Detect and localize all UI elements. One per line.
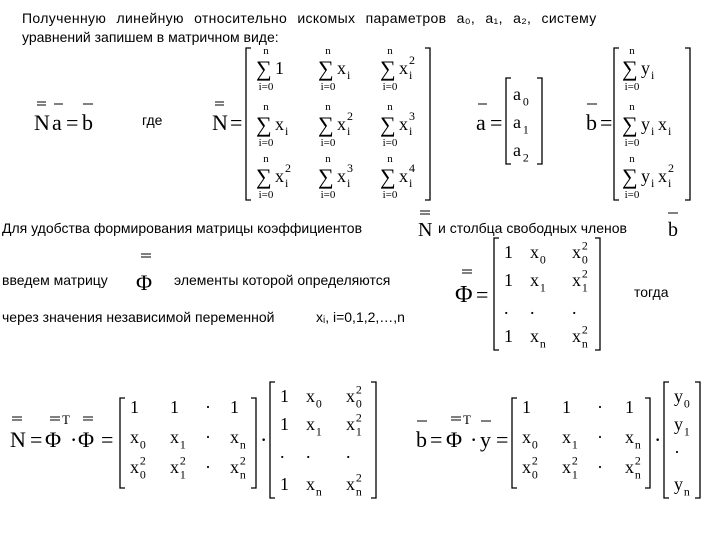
cell-sup: 2 xyxy=(355,410,362,425)
equals-sign: = xyxy=(496,427,509,452)
cell-sub: 0 xyxy=(139,437,146,452)
dot-operator: · xyxy=(260,427,268,452)
dot-operator: · xyxy=(70,427,78,452)
cell-sub: n xyxy=(634,437,641,452)
left-bracket xyxy=(246,48,251,200)
sum-term: x xyxy=(275,114,284,134)
cell-base: 1 xyxy=(522,397,531,417)
cell-sub: n xyxy=(315,484,322,499)
cell-base: x xyxy=(522,457,531,477)
right-bracket xyxy=(595,238,600,350)
sigma-symbol: ∑ xyxy=(256,164,272,189)
cell-base: · xyxy=(205,457,211,477)
cell-sub: n xyxy=(539,336,546,351)
sum-upper: n xyxy=(629,45,635,57)
N-final-symbol: N xyxy=(10,427,26,452)
sigma-symbol: ∑ xyxy=(380,164,396,189)
cell-sup: 2 xyxy=(239,453,246,468)
sum-term: x xyxy=(399,114,408,134)
cell-base: y xyxy=(674,414,683,434)
sigma-symbol: ∑ xyxy=(622,112,638,137)
sum-upper: n xyxy=(263,101,269,113)
sum-upper: n xyxy=(387,101,393,113)
cell-base: x xyxy=(230,457,239,477)
column-text: и столбца свободных членов xyxy=(438,220,627,236)
dot-operator: · xyxy=(654,427,662,452)
cell-base: y xyxy=(674,386,683,406)
sum-term: y xyxy=(641,166,650,186)
cell-base: x xyxy=(530,242,539,262)
term-sub: i xyxy=(409,68,413,82)
sum-term-tail: x xyxy=(658,114,667,134)
cell-base: x xyxy=(530,270,539,290)
cell-base: 1 xyxy=(170,397,179,417)
cell-base: · xyxy=(205,397,211,417)
sum-term: x xyxy=(337,166,346,186)
cell-sup: 2 xyxy=(634,453,641,468)
cell-base: x xyxy=(130,427,139,447)
left-bracket xyxy=(614,48,619,200)
sigma-symbol: ∑ xyxy=(256,56,272,81)
cell-sup: 2 xyxy=(355,470,362,485)
term-sup: 3 xyxy=(347,161,353,175)
left-bracket xyxy=(506,78,511,164)
sum-upper: n xyxy=(263,45,269,57)
cell-base: · xyxy=(597,397,603,417)
cell-base: 1 xyxy=(504,270,513,290)
introduce-text: введем матрицу xyxy=(2,272,108,288)
cell-base: · xyxy=(597,427,603,447)
cell-base: a xyxy=(513,112,521,132)
xi-range-text: xᵢ, i=0,1,2,…,n xyxy=(316,309,405,325)
intro-line-1: Полученную линейную относительно искомых параметров a₀, a₁, a₂, систему xyxy=(22,10,597,26)
cell-base: x xyxy=(530,326,539,346)
sigma-symbol: ∑ xyxy=(622,56,638,81)
sum-term: y xyxy=(641,114,650,134)
sum-term: 1 xyxy=(275,58,284,78)
sum-term-tail: x xyxy=(658,166,667,186)
sigma-symbol: ∑ xyxy=(318,164,334,189)
cell-base: x xyxy=(346,414,355,434)
cell-base: . xyxy=(530,298,535,318)
cell-sup: 2 xyxy=(139,453,146,468)
cell-base: x xyxy=(306,414,315,434)
cell-base: x xyxy=(562,427,571,447)
cell-base: 1 xyxy=(280,474,289,494)
cell-sub: 1 xyxy=(683,424,690,439)
cell-base: x xyxy=(230,427,239,447)
cell-sub: 0 xyxy=(581,252,588,267)
cell-sub: 1 xyxy=(539,280,546,295)
sum-lower: i=0 xyxy=(624,81,640,93)
cell-base: 1 xyxy=(562,397,571,417)
cell-sub: 1 xyxy=(179,467,186,482)
cell-base: x xyxy=(306,386,315,406)
cell-base: x xyxy=(130,457,139,477)
b-def-symbol: b xyxy=(586,110,597,135)
sum-lower: i=0 xyxy=(382,81,398,93)
cell-base: a xyxy=(513,140,521,160)
tail-sub: i xyxy=(668,176,672,190)
right-bracket xyxy=(645,398,650,488)
Phi-symbol: Φ xyxy=(78,427,95,452)
right-bracket xyxy=(251,398,256,488)
cell-base: 1 xyxy=(230,397,239,417)
a-def-symbol: a xyxy=(476,110,486,135)
cell-base: x xyxy=(522,427,531,447)
cell-sub: 1 xyxy=(315,424,322,439)
right-bracket xyxy=(685,48,690,200)
cell-sub: 0 xyxy=(531,467,538,482)
sum-term: x xyxy=(337,58,346,78)
cell-base: x xyxy=(572,270,581,290)
cell-sub: n xyxy=(683,484,690,499)
cell-sub: 0 xyxy=(531,437,538,452)
cell-base: x xyxy=(170,427,179,447)
cell-base: · xyxy=(674,442,680,462)
term-sub: i xyxy=(409,176,413,190)
sum-lower: i=0 xyxy=(258,137,274,149)
left-bracket xyxy=(120,398,125,488)
dot-operator: · xyxy=(470,427,478,452)
tail-sub: i xyxy=(668,124,672,138)
right-bracket xyxy=(537,78,542,164)
right-bracket xyxy=(371,382,376,498)
cell-base: a xyxy=(513,84,521,104)
equals-sign: = xyxy=(101,427,114,452)
cell-sub: n xyxy=(581,336,588,351)
cell-sub: 0 xyxy=(522,94,529,109)
tail-sup: 2 xyxy=(668,161,674,175)
transpose-T-2: T xyxy=(463,412,471,427)
cell-sup: 2 xyxy=(581,266,588,281)
convenience-text: Для удобства формирования матрицы коэффициентов xyxy=(2,220,363,236)
sum-lower: i=0 xyxy=(258,189,274,201)
term-sup: 2 xyxy=(409,53,415,67)
sigma-symbol: ∑ xyxy=(380,112,396,137)
cell-base: · xyxy=(205,427,211,447)
cell-base: x xyxy=(170,457,179,477)
term-sub: i xyxy=(651,124,655,138)
cell-sup: 2 xyxy=(531,453,538,468)
term-sub: i xyxy=(347,68,351,82)
N-symbol: N xyxy=(34,110,50,135)
cell-base: x xyxy=(572,242,581,262)
sum-upper: n xyxy=(263,153,269,165)
cell-base: . xyxy=(504,298,509,318)
sum-lower: i=0 xyxy=(624,137,640,149)
PhiT-symbol-2: Φ xyxy=(446,427,463,452)
cell-sub: 1 xyxy=(571,437,578,452)
cell-sub: n xyxy=(355,484,362,499)
b-final-symbol: b xyxy=(416,427,427,452)
cell-sub: 2 xyxy=(522,150,529,165)
sum-lower: i=0 xyxy=(382,137,398,149)
sum-upper: n xyxy=(325,153,331,165)
cell-base: y xyxy=(674,474,683,494)
equals-sign: = xyxy=(490,110,503,135)
cell-base: 1 xyxy=(280,414,289,434)
then-text: тогда xyxy=(634,284,669,300)
y-symbol: y xyxy=(480,427,491,452)
cell-sub: 0 xyxy=(139,467,146,482)
sum-lower: i=0 xyxy=(624,189,640,201)
sum-upper: n xyxy=(387,45,393,57)
cell-base: 1 xyxy=(280,386,289,406)
term-sub: i xyxy=(409,124,413,138)
cell-base: . xyxy=(572,298,577,318)
sum-lower: i=0 xyxy=(320,189,336,201)
PhiT-symbol: Φ xyxy=(45,427,62,452)
Phi-inline: Φ xyxy=(136,270,153,295)
cell-sub: n xyxy=(634,467,641,482)
left-bracket xyxy=(494,238,499,350)
cell-base: x xyxy=(625,427,634,447)
cell-sub: 1 xyxy=(522,122,529,137)
cell-base: x xyxy=(572,326,581,346)
cell-base: x xyxy=(625,457,634,477)
cell-sub: 0 xyxy=(315,396,322,411)
cell-sup: 2 xyxy=(355,382,362,397)
transpose-T: T xyxy=(62,412,70,427)
cell-base: . xyxy=(280,442,285,462)
where-label: где xyxy=(142,112,163,128)
sum-term: x xyxy=(399,58,408,78)
equals-sign: = xyxy=(476,282,489,307)
term-sub: i xyxy=(347,124,351,138)
cell-sup: 2 xyxy=(581,322,588,337)
cell-sub: 0 xyxy=(355,396,362,411)
term-sub: i xyxy=(651,68,655,82)
sigma-symbol: ∑ xyxy=(622,164,638,189)
cell-sub: 1 xyxy=(179,437,186,452)
through-text: через значения независимой переменной xyxy=(2,309,275,325)
term-sup: 4 xyxy=(409,161,415,175)
sum-lower: i=0 xyxy=(258,81,274,93)
sum-upper: n xyxy=(629,101,635,113)
cell-base: x xyxy=(346,386,355,406)
sum-term: x xyxy=(275,166,284,186)
sum-lower: i=0 xyxy=(320,81,336,93)
term-sub: i xyxy=(651,176,655,190)
sum-upper: n xyxy=(325,45,331,57)
term-sup: 2 xyxy=(347,109,353,123)
sigma-symbol: ∑ xyxy=(256,112,272,137)
sum-term: x xyxy=(337,114,346,134)
N-inline: N xyxy=(418,219,433,241)
sum-upper: n xyxy=(325,101,331,113)
cell-base: . xyxy=(306,442,311,462)
sum-upper: n xyxy=(387,153,393,165)
left-bracket xyxy=(270,382,275,498)
equals-sign: = xyxy=(600,110,613,135)
sigma-symbol: ∑ xyxy=(318,112,334,137)
term-sub: i xyxy=(347,176,351,190)
cell-base: x xyxy=(562,457,571,477)
cell-sub: 1 xyxy=(571,467,578,482)
right-bracket xyxy=(695,382,700,498)
intro-line-2: уравнений запишем в матричном виде: xyxy=(22,29,279,45)
cell-sup: 2 xyxy=(179,453,186,468)
elements-text: элементы которой определяются xyxy=(174,272,391,288)
cell-base: 1 xyxy=(504,242,513,262)
a-symbol: a xyxy=(52,110,62,135)
term-sub: i xyxy=(285,124,289,138)
cell-base: x xyxy=(346,474,355,494)
b-symbol: b xyxy=(82,110,93,135)
sum-lower: i=0 xyxy=(382,189,398,201)
cell-sup: 2 xyxy=(571,453,578,468)
equals-sign: = xyxy=(30,427,43,452)
cell-base: 1 xyxy=(130,397,139,417)
cell-sub: 0 xyxy=(683,396,690,411)
cell-sub: n xyxy=(239,467,246,482)
term-sub: i xyxy=(285,176,289,190)
sum-term: x xyxy=(399,166,408,186)
sigma-symbol: ∑ xyxy=(380,56,396,81)
equals-sign: = xyxy=(230,110,243,135)
cell-sup: 2 xyxy=(581,238,588,253)
sum-lower: i=0 xyxy=(320,137,336,149)
left-bracket xyxy=(664,382,669,498)
equals-sign: = xyxy=(430,427,443,452)
sum-upper: n xyxy=(629,153,635,165)
formulas-layer xyxy=(10,45,700,498)
cell-sub: 1 xyxy=(581,280,588,295)
b-inline: b xyxy=(668,219,678,241)
N-def-symbol: N xyxy=(212,110,228,135)
cell-sub: 0 xyxy=(539,252,546,267)
right-bracket xyxy=(425,48,430,200)
left-bracket xyxy=(512,398,517,488)
sigma-symbol: ∑ xyxy=(318,56,334,81)
cell-sub: 1 xyxy=(355,424,362,439)
cell-base: . xyxy=(346,442,351,462)
Phi-def-symbol: Φ xyxy=(455,282,473,308)
cell-sub: n xyxy=(239,437,246,452)
term-sup: 3 xyxy=(409,109,415,123)
cell-base: 1 xyxy=(625,397,634,417)
cell-base: 1 xyxy=(504,326,513,346)
sum-term: y xyxy=(641,58,650,78)
equals-sign: = xyxy=(66,110,79,135)
term-sup: 2 xyxy=(285,161,291,175)
cell-base: · xyxy=(597,457,603,477)
cell-base: x xyxy=(306,474,315,494)
